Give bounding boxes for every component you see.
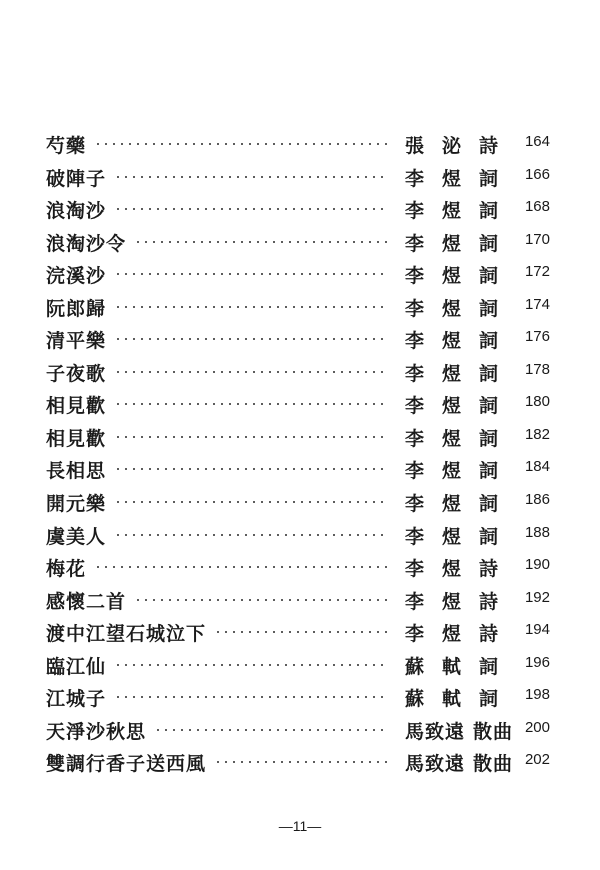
- entry-title: 清平樂: [46, 330, 107, 353]
- work-type: 散曲: [473, 720, 514, 743]
- dot-leader: [114, 306, 388, 308]
- entry-author: [405, 554, 516, 581]
- entry-title: 破陣子: [46, 167, 107, 190]
- entry-title: 感懷二首: [46, 590, 127, 613]
- author-name: 李煜: [405, 200, 480, 223]
- entry-page-number: 182: [524, 425, 550, 443]
- toc-entry: [0, 518, 600, 551]
- entry-page-number: 186: [524, 491, 550, 509]
- author-name: 馬致遠: [405, 720, 466, 743]
- dot-leader: [114, 403, 388, 405]
- author-name: 李煜: [405, 167, 480, 190]
- author-name: 李煜: [405, 493, 480, 516]
- entry-title: 渡中江望石城泣下: [46, 623, 207, 646]
- author-name: 李煜: [405, 297, 480, 320]
- work-type: 詩: [479, 558, 499, 581]
- entry-title: 浣溪沙: [46, 265, 107, 288]
- author-name: 張泌: [405, 135, 480, 157]
- work-type: 詞: [479, 525, 499, 548]
- toc-entry: [0, 713, 600, 746]
- entry-page-number: 184: [524, 458, 550, 476]
- toc-entry: [0, 550, 600, 583]
- entry-title: 臨江仙: [46, 655, 107, 678]
- entry-author: [405, 749, 513, 776]
- entry-title: 阮郎歸: [46, 297, 107, 320]
- entry-title: 雙調行香子送西風: [46, 753, 207, 776]
- entry-page-number: 172: [524, 263, 550, 281]
- author-name: 馬致遠: [405, 753, 466, 776]
- entry-author: [405, 229, 516, 256]
- author-name: 蘇軾: [405, 655, 480, 678]
- entry-title: 相見歡: [46, 395, 107, 418]
- entry-page-number: 178: [524, 360, 550, 378]
- work-type: 詞: [479, 460, 499, 483]
- entry-page-number: 170: [524, 230, 550, 248]
- dot-leader: [114, 468, 388, 470]
- toc-entry: [0, 257, 600, 290]
- work-type: 詞: [479, 232, 499, 255]
- author-name: 李煜: [405, 590, 480, 613]
- dot-leader: [114, 696, 388, 698]
- entry-page-number: 196: [524, 653, 550, 671]
- entry-title: 江城子: [46, 688, 107, 711]
- entry-author: [405, 261, 516, 288]
- dot-leader: [94, 143, 388, 145]
- dot-leader: [114, 273, 388, 275]
- entry-author: [405, 587, 516, 614]
- work-type: 詞: [479, 297, 499, 320]
- entry-page-number: 176: [524, 328, 550, 346]
- entry-author: [405, 326, 516, 353]
- entry-page-number: 200: [524, 718, 550, 736]
- work-type: 詞: [479, 362, 499, 385]
- work-type: 詞: [479, 688, 499, 711]
- toc-entry: [0, 160, 600, 193]
- entry-title: 浪淘沙: [46, 200, 107, 223]
- dot-leader: [134, 241, 388, 243]
- toc-entry: [0, 322, 600, 355]
- entry-author: [405, 294, 516, 321]
- entry-page-number: 192: [524, 588, 550, 606]
- toc-entry: [0, 355, 600, 388]
- toc-entry: [0, 127, 600, 160]
- entry-page-number: 180: [524, 393, 550, 411]
- toc-entry: [0, 452, 600, 485]
- entry-author: [405, 424, 516, 451]
- work-type: 詞: [479, 330, 499, 353]
- work-type: 詞: [479, 493, 499, 516]
- entry-page-number: 166: [524, 165, 550, 183]
- entry-author: [405, 456, 516, 483]
- toc-entry: [0, 680, 600, 713]
- author-name: 李煜: [405, 427, 480, 450]
- entry-page-number: 190: [524, 556, 550, 574]
- entry-author: [405, 131, 516, 158]
- toc-entry: [0, 420, 600, 453]
- entry-title: 梅花: [46, 558, 87, 581]
- entry-page-number: 194: [524, 621, 550, 639]
- entry-page-number: 168: [524, 198, 550, 216]
- entry-title: 芍藥: [46, 135, 87, 157]
- table-of-contents: [0, 127, 600, 778]
- dot-leader: [114, 338, 388, 340]
- author-name: 李煜: [405, 330, 480, 353]
- entry-title: 子夜歌: [46, 362, 107, 385]
- author-name: 李煜: [405, 525, 480, 548]
- author-name: 李煜: [405, 232, 480, 255]
- entry-author: [405, 619, 516, 646]
- dot-leader: [114, 176, 388, 178]
- toc-entry: [0, 648, 600, 681]
- toc-entry: [0, 192, 600, 225]
- dot-leader: [114, 208, 388, 210]
- toc-entry: [0, 745, 600, 778]
- dot-leader: [214, 631, 388, 633]
- page-number-footer: —11—: [278, 818, 322, 834]
- entry-author: [405, 684, 516, 711]
- entry-author: [405, 196, 516, 223]
- dot-leader: [214, 761, 388, 763]
- work-type: 詞: [479, 265, 499, 288]
- entry-page-number: 198: [524, 686, 550, 704]
- toc-entry: [0, 387, 600, 420]
- entry-title: 虞美人: [46, 525, 107, 548]
- toc-entry: [0, 583, 600, 616]
- author-name: 李煜: [405, 623, 480, 646]
- dot-leader: [114, 501, 388, 503]
- author-name: 李煜: [405, 265, 480, 288]
- author-name: 蘇軾: [405, 688, 480, 711]
- entry-author: [405, 652, 516, 679]
- toc-entry: [0, 225, 600, 258]
- work-type: 詞: [479, 427, 499, 450]
- work-type: 詩: [479, 590, 499, 613]
- entry-author: [405, 717, 513, 744]
- entry-title: 相見歡: [46, 427, 107, 450]
- dot-leader: [134, 599, 388, 601]
- entry-title: 天淨沙秋思: [46, 720, 147, 743]
- entry-page-number: 188: [524, 523, 550, 541]
- work-type: 詩: [479, 623, 499, 646]
- work-type: 詞: [479, 167, 499, 190]
- entry-title: 浪淘沙令: [46, 232, 127, 255]
- author-name: 李煜: [405, 558, 480, 581]
- entry-title: 長相思: [46, 460, 107, 483]
- author-name: 李煜: [405, 460, 480, 483]
- work-type: 詞: [479, 395, 499, 418]
- author-name: 李煜: [405, 362, 480, 385]
- dot-leader: [114, 371, 388, 373]
- dot-leader: [154, 729, 388, 731]
- work-type: 詞: [479, 655, 499, 678]
- dot-leader: [114, 436, 388, 438]
- toc-entry: [0, 615, 600, 648]
- entry-author: [405, 359, 516, 386]
- entry-page-number: 202: [524, 751, 550, 769]
- dot-leader: [114, 664, 388, 666]
- author-name: 李煜: [405, 395, 480, 418]
- dot-leader: [114, 534, 388, 536]
- work-type: 詩: [479, 135, 499, 157]
- work-type: 詞: [479, 200, 499, 223]
- toc-entry: [0, 290, 600, 323]
- entry-author: [405, 391, 516, 418]
- dot-leader: [94, 566, 388, 568]
- entry-page-number: 174: [524, 295, 550, 313]
- toc-entry: [0, 485, 600, 518]
- entry-author: [405, 489, 516, 516]
- work-type: 散曲: [473, 753, 514, 776]
- entry-title: 開元樂: [46, 493, 107, 516]
- entry-author: [405, 164, 516, 191]
- entry-author: [405, 522, 516, 549]
- entry-page-number: 164: [524, 133, 550, 150]
